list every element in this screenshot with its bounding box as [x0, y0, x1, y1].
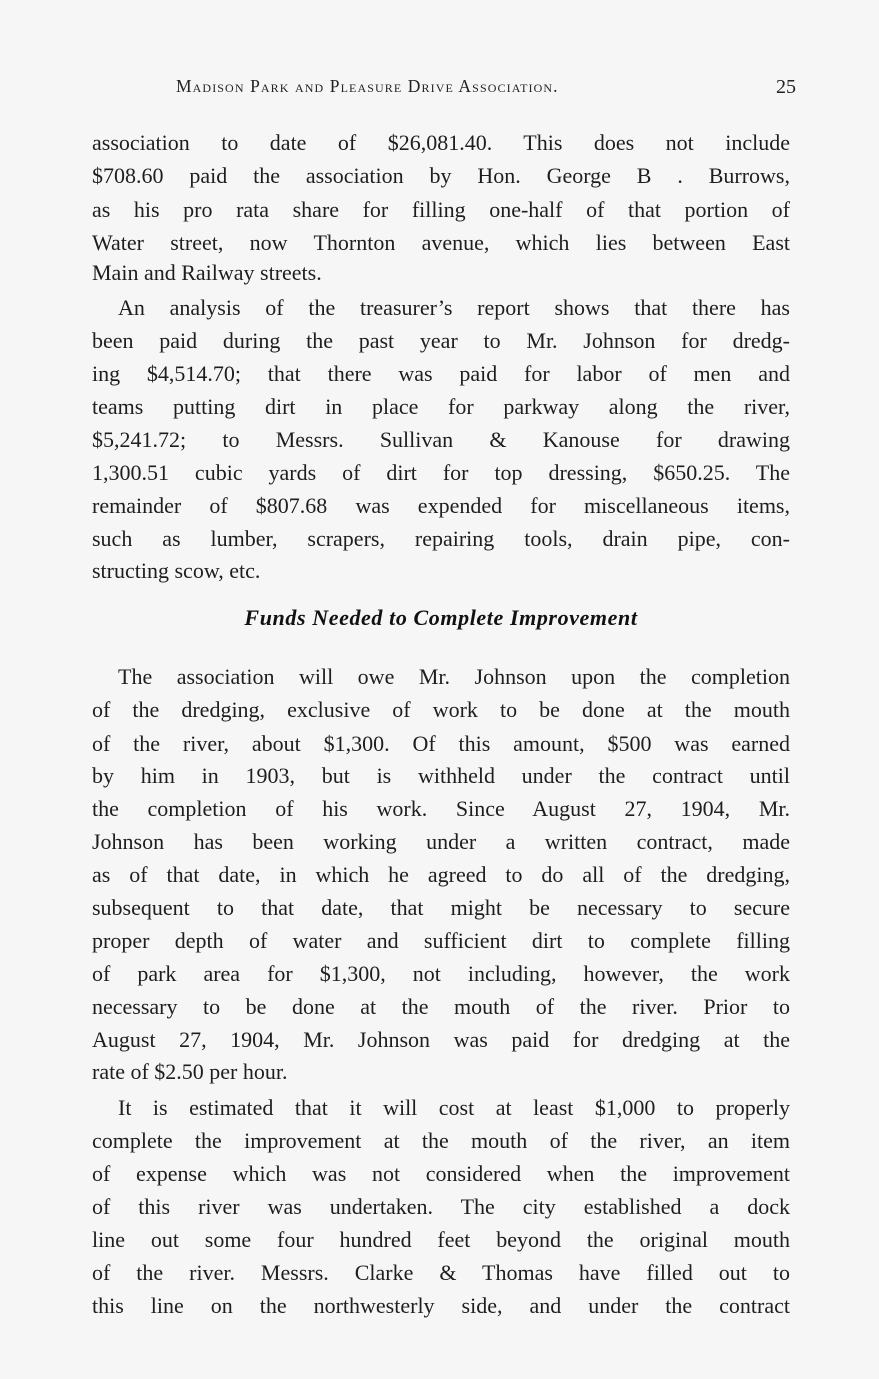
text-line: of the dredging, exclusive of work to be done at the mouth [92, 697, 790, 722]
text-line: necessary to be done at the mouth of the river. Prior to [92, 994, 790, 1019]
text-line: by him in 1903, but is withheld under the contract until [92, 763, 790, 788]
text-line: August 27, 1904, Mr. Johnson was paid for dredging at the [92, 1027, 790, 1052]
text-line: as of that date, in which he agreed to do all of the dredging, [92, 862, 790, 887]
text-line: subsequent to that date, that might be necessary to secure [92, 895, 790, 920]
text-line: complete the improvement at the mouth of the river, an item [92, 1128, 790, 1153]
text-line: of this river was undertaken. The city established a dock [92, 1194, 790, 1219]
text-line: rate of $2.50 per hour. [92, 1059, 288, 1084]
text-line: structing scow, etc. [92, 558, 261, 583]
text-line: this line on the northwesterly side, and under the contract [92, 1293, 790, 1318]
text-line: Water street, now Thornton avenue, which lies between East [92, 230, 790, 255]
text-line: of expense which was not considered when the improvement [92, 1161, 790, 1186]
text-line: the completion of his work. Since August 27, 1904, Mr. [92, 796, 790, 821]
running-title: Madison Park and Pleasure Drive Association. [176, 76, 559, 96]
text-line: as his pro rata share for filling one-half of that portion of [92, 197, 790, 222]
text-line: proper depth of water and sufficient dirt to complete filling [92, 928, 790, 953]
text-line: 1,300.51 cubic yards of dirt for top dressing, $650.25. The [92, 460, 790, 485]
text-line: of the river, about $1,300. Of this amount, $500 was earned [92, 731, 790, 756]
text-line: line out some four hundred feet beyond the original mouth [92, 1227, 790, 1252]
text-line: Johnson has been working under a written contract, made [92, 829, 790, 854]
text-line: teams putting dirt in place for parkway along the river, [92, 394, 790, 419]
running-head [92, 74, 798, 104]
text-line: remainder of $807.68 was expended for miscellaneous items, [92, 493, 790, 518]
text-line: The association will owe Mr. Johnson upon the completion [118, 664, 790, 689]
text-line: ing $4,514.70; that there was paid for labor of men and [92, 361, 790, 386]
section-heading: Funds Needed to Complete Improvement [244, 605, 638, 630]
text-line: Main and Railway streets. [92, 260, 322, 285]
text-line: such as lumber, scrapers, repairing tools, drain pipe, con- [92, 526, 790, 551]
text-line: An analysis of the treasurer’s report shows that there has [118, 295, 790, 320]
text-line: $708.60 paid the association by Hon. George B . Burrows, [92, 163, 790, 188]
text-line: of the river. Messrs. Clarke & Thomas have filled out to [92, 1260, 790, 1285]
page-number: 25 [776, 76, 796, 98]
text-line: association to date of $26,081.40. This does not include [92, 130, 790, 155]
text-line: $5,241.72; to Messrs. Sullivan & Kanouse for drawing [92, 427, 790, 452]
text-line: of park area for $1,300, not including, however, the work [92, 961, 790, 986]
text-line: It is estimated that it will cost at least $1,000 to properly [118, 1095, 790, 1120]
text-line: been paid during the past year to Mr. Johnson for dredg- [92, 328, 790, 353]
